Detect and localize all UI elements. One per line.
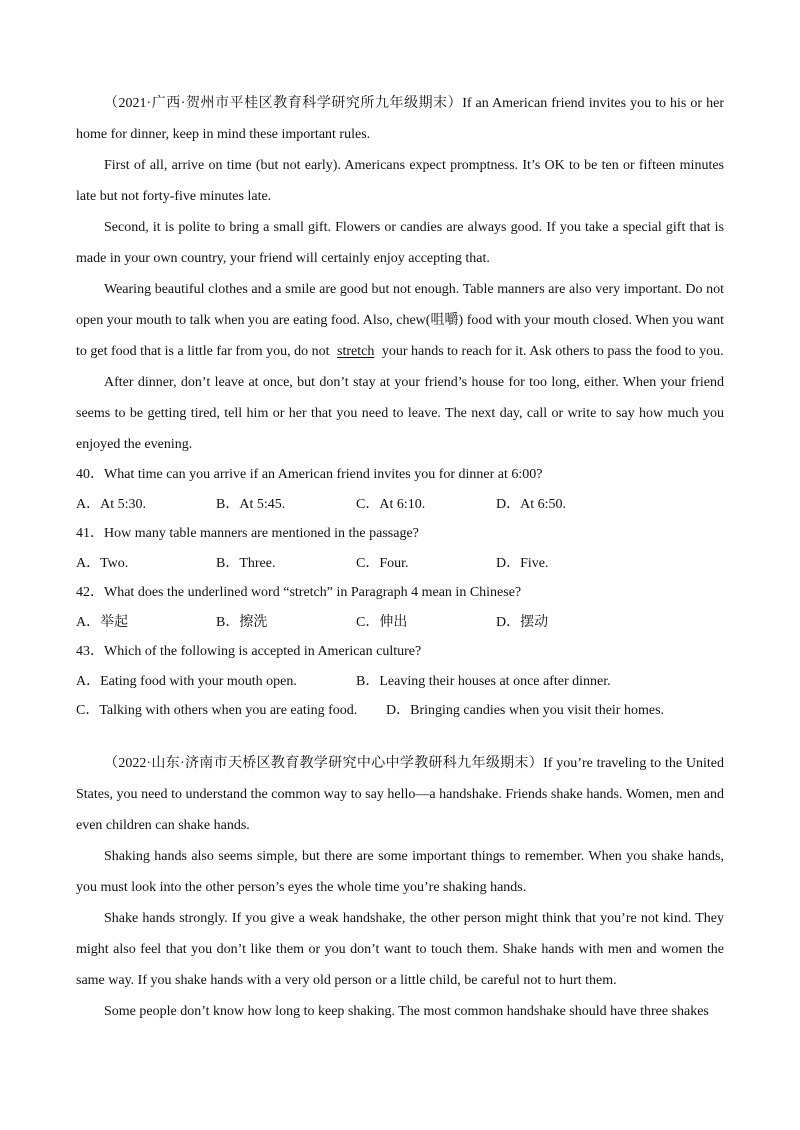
passage1-paragraph-3: Second, it is polite to bring a small gift. Flowers or candies are always good. If you take a special gift that is made in your own country, your friend will certainly enjoy accepting that. xyxy=(76,220,724,266)
question-options xyxy=(76,549,724,579)
option-d[interactable]: D．Bringing candies when you visit their homes. xyxy=(386,703,665,718)
option-b[interactable]: B．Three. xyxy=(216,555,276,571)
option-d[interactable]: D．摆动 xyxy=(496,614,549,630)
option-b[interactable]: B．At 5:45. xyxy=(216,496,286,512)
section-gap xyxy=(76,726,724,748)
passage1-intro-text: If an American friend invites you to his or her home for dinner, keep in mind these important rules. xyxy=(76,96,724,142)
option-c[interactable]: C．At 6:10. xyxy=(356,496,426,512)
option-d[interactable]: D．Five. xyxy=(496,555,549,571)
passage1-intro xyxy=(76,88,724,150)
question-40 xyxy=(76,460,724,519)
option-b[interactable]: B．擦洗 xyxy=(216,614,268,630)
question-42 xyxy=(76,578,724,637)
passage2-intro-text: If you’re traveling to the United States, you need to understand the common way to say hello—a handshake. Friends shake hands. Women, men and even children can shake hands. xyxy=(76,755,724,833)
question-options-row-2 xyxy=(76,696,724,726)
option-c[interactable]: C．伸出 xyxy=(356,614,408,630)
p4-text-after: your hands to reach for it. Ask others to pass the food to you. xyxy=(381,344,724,359)
option-a[interactable]: A．Eating food with your mouth open. xyxy=(76,673,297,689)
question-options xyxy=(76,490,724,520)
passage2-paragraph-3: Shake hands strongly. If you give a weak handshake, the other person might think that you’re not kind. They might also feel that you don’t like them or you don’t want to touch them. Shake hands with men and women the same way. If you shake hands with a very old person or a little child, be careful not to hurt them. xyxy=(76,910,724,988)
passage2-paragraph-4: Some people don’t know how long to keep shaking. The most common handshake should have three shakes xyxy=(104,1003,709,1019)
passage1-paragraph-4 xyxy=(76,274,724,367)
passage2-source: （2022·山东·济南市天桥区教育教学研究中心中学教研科九年级期末） xyxy=(104,755,544,771)
option-c[interactable]: C．Four. xyxy=(356,555,409,571)
option-a[interactable]: A．举起 xyxy=(76,614,129,630)
passage1-paragraph-2: First of all, arrive on time (but not early). Americans expect promptness. It’s OK to be ten or fifteen minutes late but not forty-five minutes late. xyxy=(76,158,724,204)
question-options-row-1 xyxy=(76,667,724,697)
option-a[interactable]: A．At 5:30. xyxy=(76,496,146,512)
passage2-intro xyxy=(76,748,724,841)
passage1-paragraph-5: After dinner, don’t leave at once, but don’t stay at your friend’s house for too long, either. When your friend seems to be getting tired, tell him or her that you need to leave. The next day, call or write to say how much you enjoyed the evening. xyxy=(76,375,724,452)
option-c[interactable]: C．Talking with others when you are eating food. xyxy=(76,703,358,718)
question-41 xyxy=(76,519,724,578)
question-stem: 42．What does the underlined word “stretch” in Paragraph 4 mean in Chinese? xyxy=(76,585,522,600)
question-stem: 40．What time can you arrive if an American friend invites you for dinner at 6:00? xyxy=(76,467,543,482)
option-d[interactable]: D．At 6:50. xyxy=(496,496,566,512)
passage2-paragraph-2: Shaking hands also seems simple, but there are some important things to remember. When you shake hands, you must look into the other person’s eyes the whole time you’re shaking hands. xyxy=(76,848,724,895)
p4-text-before: Wearing beautiful clothes and a smile are good but not enough. Table manners are also very important. Do not open your mouth to talk when you are eating food. Also, chew(咀嚼) food with your mouth closed. When you want to get food that is a little far from you, do not xyxy=(76,282,724,359)
question-stem: 43．Which of the following is accepted in American culture? xyxy=(76,644,422,659)
option-b[interactable]: B．Leaving their houses at once after dinner. xyxy=(356,673,611,689)
option-a[interactable]: A．Two. xyxy=(76,555,129,571)
question-43 xyxy=(76,637,724,726)
question-stem: 41．How many table manners are mentioned in the passage? xyxy=(76,526,419,541)
question-options xyxy=(76,608,724,638)
passage1-source: （2021·广西·贺州市平桂区教育科学研究所九年级期末） xyxy=(104,96,463,111)
underlined-word-stretch: stretch xyxy=(337,344,375,359)
document-page xyxy=(76,88,724,1027)
